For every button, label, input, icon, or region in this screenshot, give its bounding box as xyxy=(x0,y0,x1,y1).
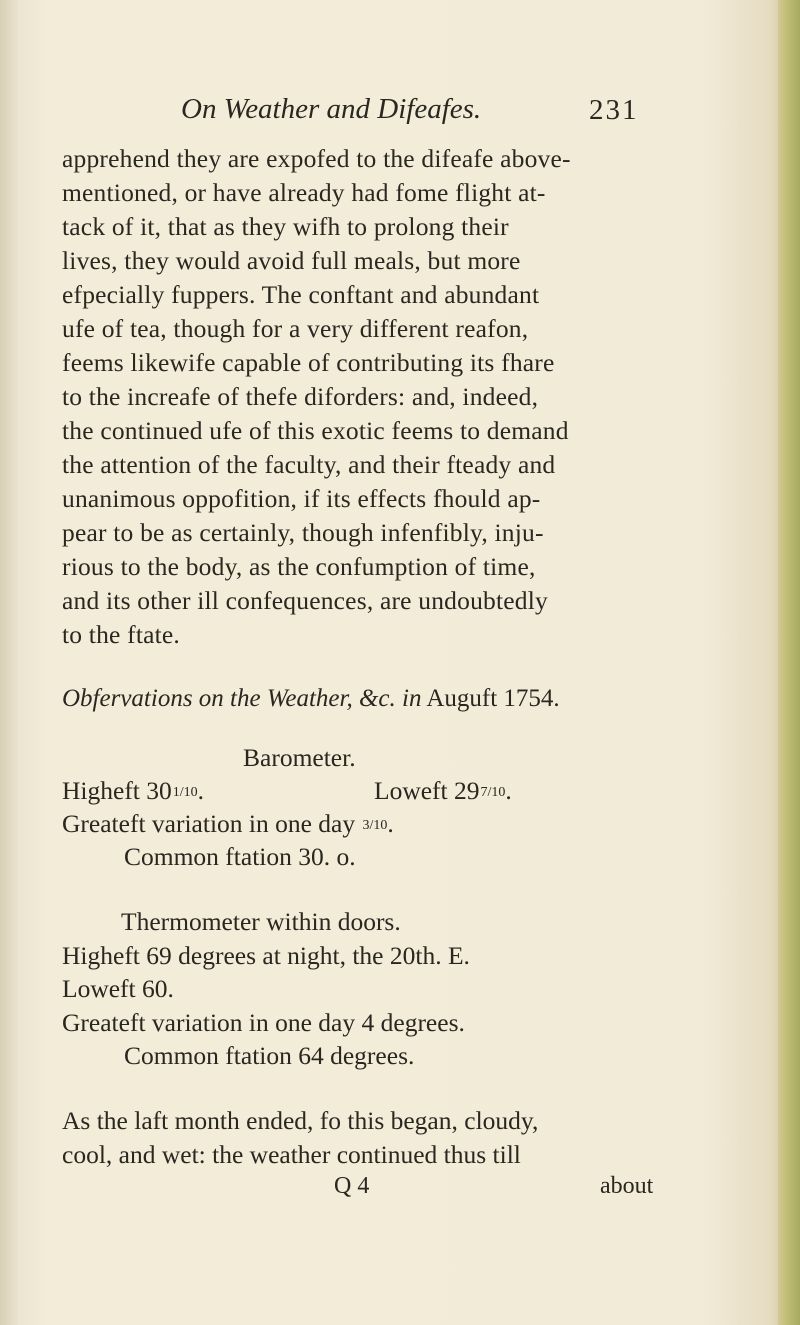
barometer-highest-label: Higheft 30 xyxy=(62,776,172,805)
main-paragraph xyxy=(62,142,762,652)
paragraph-line: to the increafe of thefe diforders: and, indeed, xyxy=(62,382,539,411)
observations-title-date: Auguft 1754. xyxy=(426,685,560,712)
page-number: 231 xyxy=(589,94,639,126)
thermometer-variation: Greateft variation in one day 4 degrees. xyxy=(62,1008,465,1037)
barometer-common-station: Common ftation 30. o. xyxy=(124,842,356,871)
observations-title-italic: Obfervations on the Weather, &c. in xyxy=(62,685,422,712)
observations-title xyxy=(62,685,560,713)
paragraph-line: apprehend they are expofed to the difeafe above- xyxy=(62,144,571,173)
paragraph-line: mentioned, or have already had fome flight at- xyxy=(62,178,546,207)
paragraph-line: efpecially fuppers. The conftant and abundant xyxy=(62,280,540,309)
paragraph-line: pear to be as certainly, though infenfibly, inju- xyxy=(62,518,544,547)
paragraph-line: and its other ill confequences, are undoubtedly xyxy=(62,586,548,615)
paragraph-line: the continued ufe of this exotic feems to demand xyxy=(62,416,569,445)
page-edge xyxy=(778,0,800,1325)
barometer-highest-fraction: 1/10 xyxy=(172,785,198,800)
thermometer-lowest: Loweft 60. xyxy=(62,974,174,1003)
barometer-heading: Barometer. xyxy=(243,743,356,772)
paragraph-line: lives, they would avoid full meals, but more xyxy=(62,246,521,275)
barometer-highest: Higheft 301/10. xyxy=(62,776,205,805)
running-title: On Weather and Difeafes. xyxy=(181,93,482,125)
thermometer-common-station: Common ftation 64 degrees. xyxy=(124,1041,415,1070)
barometer-variation-label: Greateft variation in one day xyxy=(62,809,356,838)
thermometer-heading: Thermometer within doors. xyxy=(121,907,401,936)
signature-mark: Q 4 xyxy=(334,1173,370,1199)
barometer-lowest: Loweft 297/10. xyxy=(374,776,512,805)
paragraph-line: to the ftate. xyxy=(62,620,181,649)
closing-line: As the laft month ended, fo this began, cloudy, xyxy=(62,1106,539,1135)
barometer-variation: Greateft variation in one day 3/10. xyxy=(62,809,394,838)
paragraph-line: unanimous oppofition, if its effects fhould ap- xyxy=(62,484,541,513)
page-gutter xyxy=(0,0,18,1325)
thermometer-highest: Higheft 69 degrees at night, the 20th. E. xyxy=(62,941,470,970)
barometer-variation-fraction: 3/10 xyxy=(362,818,388,833)
paragraph-line: feems likewife capable of contributing its fhare xyxy=(62,348,555,377)
paragraph-line: tack of it, that as they wifh to prolong their xyxy=(62,212,509,241)
barometer-lowest-label: Loweft 29 xyxy=(374,776,480,805)
catchword: about xyxy=(600,1173,654,1199)
paragraph-line: rious to the body, as the confumption of time, xyxy=(62,552,536,581)
closing-line: cool, and wet: the weather continued thus till xyxy=(62,1140,521,1169)
barometer-lowest-fraction: 7/10 xyxy=(480,785,506,800)
paragraph-line: the attention of the faculty, and their fteady and xyxy=(62,450,556,479)
paragraph-line: ufe of tea, though for a very different reafon, xyxy=(62,314,529,343)
running-header xyxy=(181,93,771,126)
